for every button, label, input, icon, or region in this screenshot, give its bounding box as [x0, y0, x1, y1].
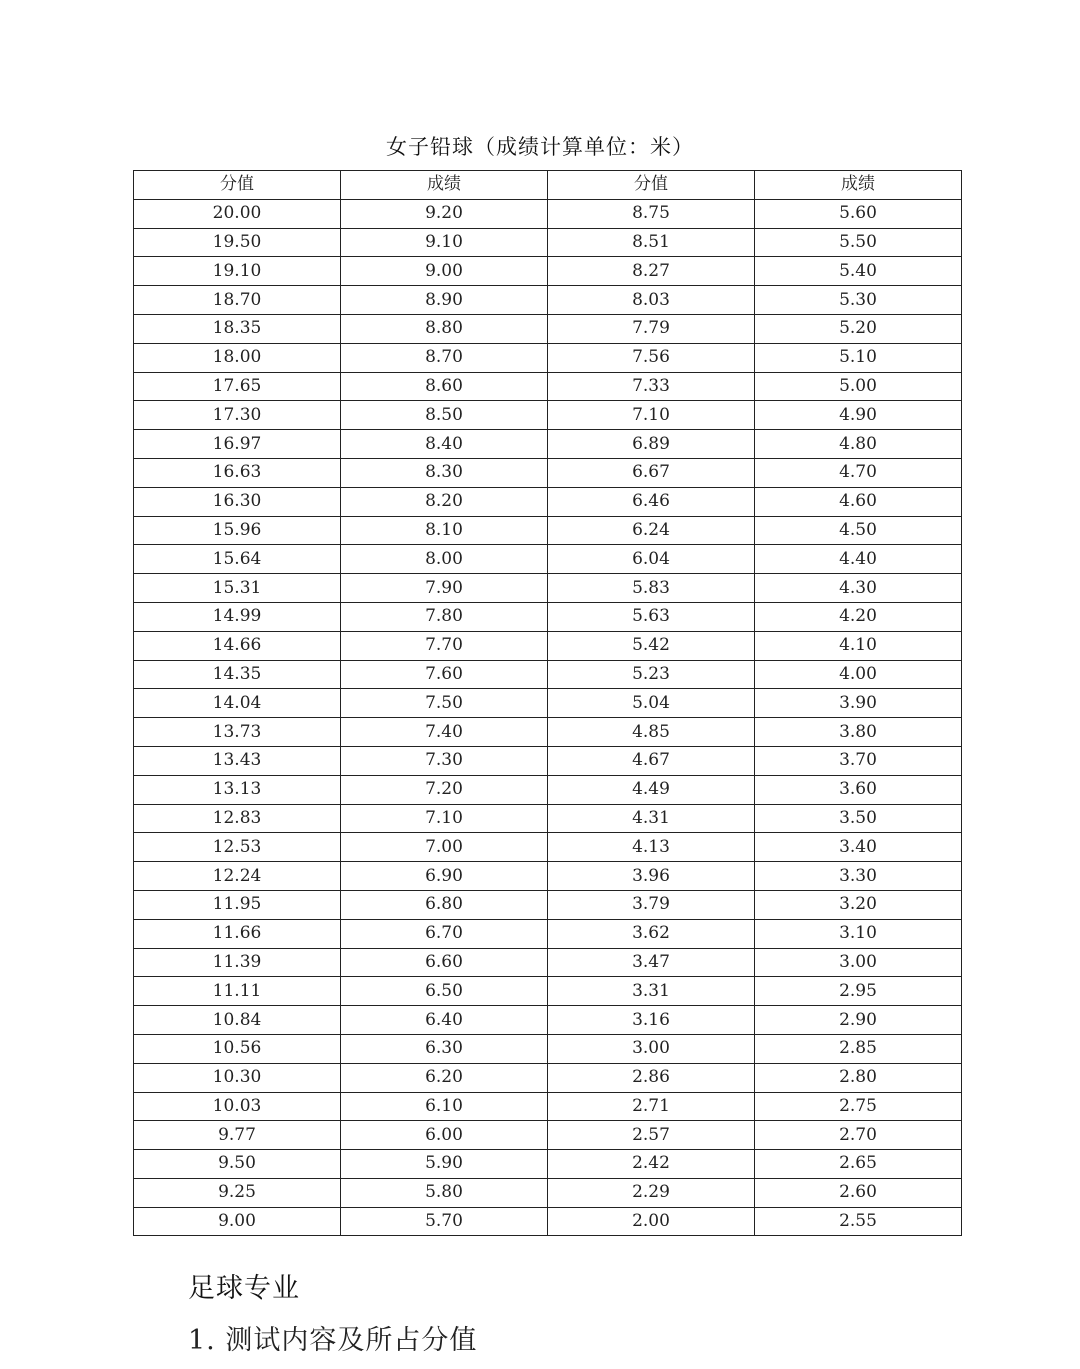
cell-score-1: 10.84: [134, 1006, 341, 1035]
section-subtitle: 1. 测试内容及所占分值: [188, 1325, 478, 1356]
cell-score-1: 11.39: [134, 948, 341, 977]
cell-result-2: 4.50: [755, 516, 962, 545]
cell-score-1: 10.30: [134, 1063, 341, 1092]
table-row: [134, 228, 962, 257]
cell-score-1: 15.31: [134, 574, 341, 603]
cell-score-2: 7.10: [548, 401, 755, 430]
table-row: [134, 833, 962, 862]
cell-score-1: 9.77: [134, 1121, 341, 1150]
cell-result-1: 6.80: [341, 890, 548, 919]
cell-result-2: 3.10: [755, 919, 962, 948]
cell-score-2: 7.56: [548, 343, 755, 372]
cell-result-1: 8.10: [341, 516, 548, 545]
cell-score-2: 3.62: [548, 919, 755, 948]
cell-score-2: 2.57: [548, 1121, 755, 1150]
table-row: [134, 890, 962, 919]
cell-score-1: 14.04: [134, 689, 341, 718]
cell-score-1: 12.83: [134, 804, 341, 833]
cell-score-1: 11.66: [134, 919, 341, 948]
cell-result-2: 5.00: [755, 372, 962, 401]
cell-result-1: 8.90: [341, 286, 548, 315]
cell-score-2: 4.85: [548, 718, 755, 747]
cell-result-1: 5.70: [341, 1207, 548, 1236]
cell-score-2: 8.75: [548, 199, 755, 228]
cell-result-2: 3.90: [755, 689, 962, 718]
cell-score-1: 16.63: [134, 458, 341, 487]
cell-score-2: 8.51: [548, 228, 755, 257]
table-row: [134, 314, 962, 343]
cell-score-2: 2.71: [548, 1092, 755, 1121]
cell-score-2: 6.04: [548, 545, 755, 574]
cell-score-2: 2.00: [548, 1207, 755, 1236]
table-row: [134, 1121, 962, 1150]
cell-result-1: 8.00: [341, 545, 548, 574]
cell-score-1: 18.00: [134, 343, 341, 372]
table-row: [134, 372, 962, 401]
cell-result-2: 2.75: [755, 1092, 962, 1121]
table-row: [134, 746, 962, 775]
header-score-2: 分值: [548, 171, 755, 200]
table-row: [134, 1207, 962, 1236]
table-row: [134, 343, 962, 372]
cell-result-2: 4.90: [755, 401, 962, 430]
table-row: [134, 977, 962, 1006]
cell-result-2: 3.00: [755, 948, 962, 977]
header-result-1: 成绩: [341, 171, 548, 200]
cell-result-1: 8.60: [341, 372, 548, 401]
cell-score-2: 3.79: [548, 890, 755, 919]
cell-result-2: 4.60: [755, 487, 962, 516]
cell-result-1: 9.20: [341, 199, 548, 228]
cell-score-1: 16.97: [134, 430, 341, 459]
cell-result-2: 3.60: [755, 775, 962, 804]
cell-result-2: 4.70: [755, 458, 962, 487]
section-title: 足球专业: [188, 1273, 300, 1304]
cell-result-2: 2.55: [755, 1207, 962, 1236]
cell-score-2: 5.04: [548, 689, 755, 718]
cell-score-2: 6.24: [548, 516, 755, 545]
cell-result-1: 8.80: [341, 314, 548, 343]
cell-score-1: 14.35: [134, 660, 341, 689]
cell-result-2: 5.20: [755, 314, 962, 343]
score-table: [133, 170, 962, 1236]
cell-score-2: 5.42: [548, 631, 755, 660]
table-header-row: [134, 171, 962, 200]
cell-result-2: 2.70: [755, 1121, 962, 1150]
table-row: [134, 1092, 962, 1121]
table-row: [134, 660, 962, 689]
cell-result-1: 6.60: [341, 948, 548, 977]
table-row: [134, 257, 962, 286]
cell-score-1: 17.30: [134, 401, 341, 430]
cell-score-2: 4.49: [548, 775, 755, 804]
cell-score-1: 20.00: [134, 199, 341, 228]
cell-result-2: 2.95: [755, 977, 962, 1006]
cell-result-1: 8.50: [341, 401, 548, 430]
cell-score-2: 3.31: [548, 977, 755, 1006]
cell-result-2: 5.50: [755, 228, 962, 257]
cell-score-2: 3.96: [548, 862, 755, 891]
table-row: [134, 516, 962, 545]
cell-score-1: 16.30: [134, 487, 341, 516]
table-row: [134, 689, 962, 718]
table-row: [134, 1006, 962, 1035]
cell-result-2: 4.80: [755, 430, 962, 459]
cell-result-1: 5.90: [341, 1150, 548, 1179]
cell-result-1: 6.20: [341, 1063, 548, 1092]
cell-result-1: 7.40: [341, 718, 548, 747]
table-row: [134, 545, 962, 574]
cell-score-2: 4.67: [548, 746, 755, 775]
cell-score-2: 8.03: [548, 286, 755, 315]
cell-score-1: 14.99: [134, 602, 341, 631]
cell-score-1: 14.66: [134, 631, 341, 660]
cell-result-1: 6.40: [341, 1006, 548, 1035]
cell-result-2: 3.30: [755, 862, 962, 891]
cell-result-1: 7.60: [341, 660, 548, 689]
table-row: [134, 862, 962, 891]
cell-score-1: 19.10: [134, 257, 341, 286]
table-row: [134, 574, 962, 603]
cell-result-2: 4.20: [755, 602, 962, 631]
cell-result-1: 8.20: [341, 487, 548, 516]
cell-score-1: 19.50: [134, 228, 341, 257]
cell-score-1: 13.73: [134, 718, 341, 747]
table-row: [134, 1150, 962, 1179]
cell-result-1: 8.30: [341, 458, 548, 487]
cell-result-1: 7.30: [341, 746, 548, 775]
cell-score-1: 11.95: [134, 890, 341, 919]
cell-score-1: 18.35: [134, 314, 341, 343]
cell-score-1: 15.64: [134, 545, 341, 574]
table-row: [134, 401, 962, 430]
table-title: 女子铅球（成绩计算单位：米）: [386, 135, 694, 159]
cell-result-2: 2.80: [755, 1063, 962, 1092]
cell-result-1: 9.00: [341, 257, 548, 286]
cell-result-2: 5.60: [755, 199, 962, 228]
cell-result-1: 7.20: [341, 775, 548, 804]
cell-result-1: 7.70: [341, 631, 548, 660]
cell-score-2: 6.46: [548, 487, 755, 516]
cell-result-2: 5.40: [755, 257, 962, 286]
header-score-1: 分值: [134, 171, 341, 200]
cell-score-2: 4.31: [548, 804, 755, 833]
cell-score-1: 9.00: [134, 1207, 341, 1236]
cell-result-2: 3.80: [755, 718, 962, 747]
cell-score-1: 10.56: [134, 1034, 341, 1063]
cell-result-2: 5.30: [755, 286, 962, 315]
cell-result-1: 7.50: [341, 689, 548, 718]
cell-score-2: 6.67: [548, 458, 755, 487]
cell-score-2: 2.42: [548, 1150, 755, 1179]
cell-score-2: 6.89: [548, 430, 755, 459]
cell-result-2: 4.00: [755, 660, 962, 689]
cell-score-1: 17.65: [134, 372, 341, 401]
cell-score-2: 5.63: [548, 602, 755, 631]
cell-score-2: 2.29: [548, 1178, 755, 1207]
cell-result-1: 6.10: [341, 1092, 548, 1121]
cell-result-2: 3.70: [755, 746, 962, 775]
cell-score-2: 4.13: [548, 833, 755, 862]
table-row: [134, 458, 962, 487]
cell-result-2: 2.85: [755, 1034, 962, 1063]
table-row: [134, 199, 962, 228]
cell-result-2: 3.50: [755, 804, 962, 833]
cell-result-2: 4.30: [755, 574, 962, 603]
cell-result-1: 6.30: [341, 1034, 548, 1063]
cell-score-1: 9.50: [134, 1150, 341, 1179]
cell-score-1: 13.43: [134, 746, 341, 775]
table-row: [134, 487, 962, 516]
cell-result-1: 7.00: [341, 833, 548, 862]
cell-result-1: 7.10: [341, 804, 548, 833]
cell-result-1: 9.10: [341, 228, 548, 257]
cell-result-2: 2.60: [755, 1178, 962, 1207]
cell-result-2: 4.10: [755, 631, 962, 660]
cell-result-1: 8.40: [341, 430, 548, 459]
table-row: [134, 631, 962, 660]
header-result-2: 成绩: [755, 171, 962, 200]
cell-result-2: 5.10: [755, 343, 962, 372]
cell-score-1: 10.03: [134, 1092, 341, 1121]
table-row: [134, 602, 962, 631]
table-row: [134, 919, 962, 948]
cell-result-2: 2.65: [755, 1150, 962, 1179]
cell-score-2: 7.33: [548, 372, 755, 401]
cell-score-2: 5.23: [548, 660, 755, 689]
table-row: [134, 286, 962, 315]
cell-result-2: 3.40: [755, 833, 962, 862]
cell-result-2: 2.90: [755, 1006, 962, 1035]
cell-result-1: 5.80: [341, 1178, 548, 1207]
cell-result-1: 6.00: [341, 1121, 548, 1150]
cell-score-2: 7.79: [548, 314, 755, 343]
cell-result-1: 8.70: [341, 343, 548, 372]
table-row: [134, 948, 962, 977]
table-row: [134, 1034, 962, 1063]
table-body: [134, 199, 962, 1236]
cell-score-2: 8.27: [548, 257, 755, 286]
cell-score-1: 15.96: [134, 516, 341, 545]
cell-result-1: 6.90: [341, 862, 548, 891]
cell-score-2: 2.86: [548, 1063, 755, 1092]
table-row: [134, 804, 962, 833]
cell-score-1: 9.25: [134, 1178, 341, 1207]
cell-result-1: 7.80: [341, 602, 548, 631]
cell-score-2: 5.83: [548, 574, 755, 603]
cell-score-2: 3.16: [548, 1006, 755, 1035]
cell-score-2: 3.00: [548, 1034, 755, 1063]
cell-result-1: 6.70: [341, 919, 548, 948]
table-row: [134, 775, 962, 804]
cell-score-1: 11.11: [134, 977, 341, 1006]
cell-score-1: 18.70: [134, 286, 341, 315]
table-row: [134, 1063, 962, 1092]
table-row: [134, 430, 962, 459]
table-row: [134, 718, 962, 747]
cell-result-1: 6.50: [341, 977, 548, 1006]
cell-score-1: 13.13: [134, 775, 341, 804]
cell-score-1: 12.53: [134, 833, 341, 862]
cell-result-1: 7.90: [341, 574, 548, 603]
cell-result-2: 4.40: [755, 545, 962, 574]
cell-score-2: 3.47: [548, 948, 755, 977]
table-row: [134, 1178, 962, 1207]
cell-result-2: 3.20: [755, 890, 962, 919]
cell-score-1: 12.24: [134, 862, 341, 891]
